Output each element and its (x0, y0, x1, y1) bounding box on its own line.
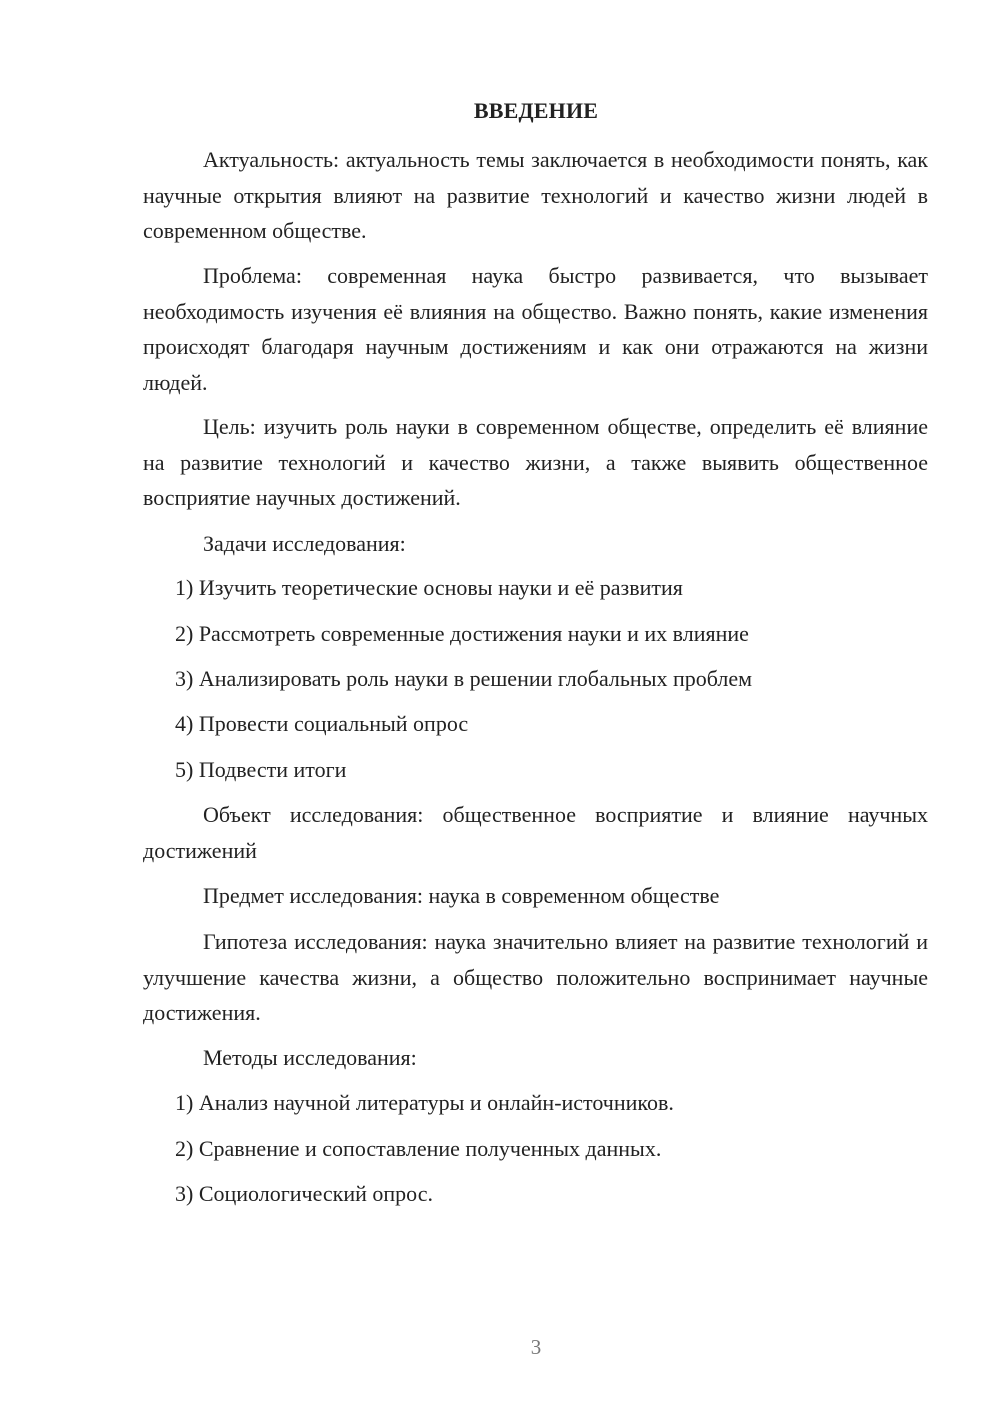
goal-paragraph: Цель: изучить роль науки в современном обществе, определить её влияние на развитие технологий и качество жизни, а также выявить общественное восприятие научных достижений. (143, 414, 928, 510)
page-number: 3 (530, 1335, 542, 1359)
problem-paragraph: Проблема: современная наука быстро развивается, что вызывает необходимость изучения её влияния на общество. Важно понять, какие изменения происходят благодаря научным достижениям и как они отражаются на жизни людей. (143, 263, 928, 395)
task-item: 4) Провести социальный опрос (175, 711, 469, 736)
relevance-paragraph: Актуальность: актуальность темы заключается в необходимости понять, как научные открытия влияют на развитие технологий и качество жизни людей в современном обществе. (143, 147, 928, 243)
task-item: 5) Подвести итоги (175, 757, 347, 782)
object-paragraph: Объект исследования: общественное восприятие и влияние научных достижений (143, 802, 928, 863)
task-item: 3) Анализировать роль науки в решении глобальных проблем (175, 666, 753, 691)
methods-title: Методы исследования: (203, 1045, 417, 1070)
hypothesis-paragraph: Гипотеза исследования: наука значительно влияет на развитие технологий и улучшение качества жизни, а общество положительно воспринимает научные достижения. (143, 929, 928, 1025)
task-item: 1) Изучить теоретические основы науки и её развития (175, 575, 683, 600)
page-heading: ВВЕДЕНИЕ (473, 98, 599, 123)
tasks-title: Задачи исследования: (203, 531, 406, 556)
method-item: 3) Социологический опрос. (175, 1181, 433, 1206)
method-item: 1) Анализ научной литературы и онлайн-источников. (175, 1090, 674, 1115)
subject-line: Предмет исследования: наука в современном обществе (203, 883, 720, 908)
task-item: 2) Рассмотреть современные достижения науки и их влияние (175, 621, 749, 646)
method-item: 2) Сравнение и сопоставление полученных данных. (175, 1136, 662, 1161)
